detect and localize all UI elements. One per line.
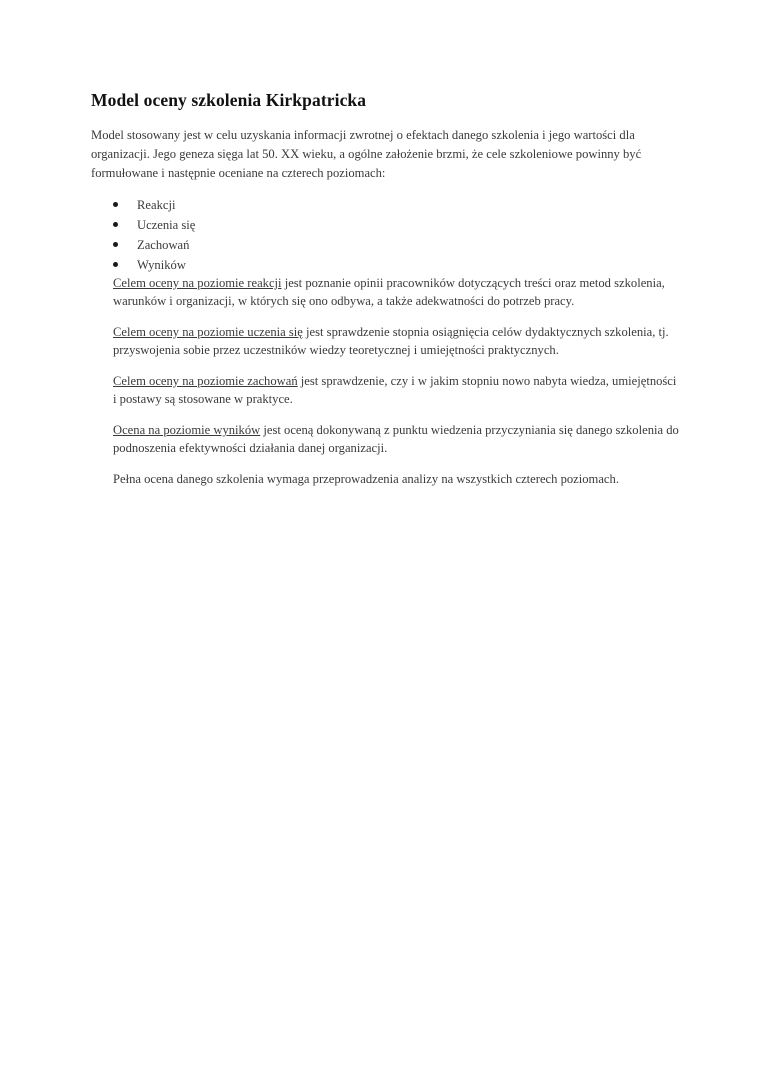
results-level-term: Ocena na poziomie wyników: [113, 423, 261, 437]
bullet-icon: [113, 202, 118, 207]
reaction-level-term: Celem oceny na poziomie reakcji: [113, 276, 282, 290]
list-item-label: Zachowań: [137, 238, 190, 252]
list-item: [113, 215, 195, 235]
list-item-label: Reakcji: [137, 198, 176, 212]
bullet-icon: [113, 262, 118, 267]
learning-level-paragraph: [113, 323, 683, 359]
behavior-level-text: jest sprawdzenie, czy i w jakim stopniu nowo nabyta wiedza, umiejętności i postawy są stosowane w praktyce.: [113, 374, 677, 406]
document-title: Model oceny szkolenia Kirkpatricka: [91, 90, 367, 110]
conclusion-text: Pełna ocena danego szkolenia wymaga przeprowadzenia analizy na wszystkich czterech poziomach.: [113, 472, 619, 486]
list-item: [113, 195, 195, 215]
reaction-level-text: jest poznanie opinii pracowników dotyczących treści oraz metod szkolenia, warunków i organizacji, w których się ono odbywa, a także adekwatności do potrzeb pracy.: [113, 276, 665, 308]
list-item: [113, 255, 195, 275]
list-item: [113, 235, 195, 255]
bullet-icon: [113, 242, 118, 247]
list-item-label: Wyników: [137, 258, 186, 272]
conclusion-paragraph: [113, 470, 683, 488]
behavior-level-term: Celem oceny na poziomie zachowań: [113, 374, 298, 388]
list-item-label: Uczenia się: [137, 218, 196, 232]
bullet-icon: [113, 222, 118, 227]
learning-level-term: Celem oceny na poziomie uczenia się: [113, 325, 303, 339]
learning-level-text: jest sprawdzenie stopnia osiągnięcia celów dydaktycznych szkolenia, tj. przyswojenia sobie przez uczestników wiedzy teoretycznej i umiejętności praktycznych.: [113, 325, 669, 357]
evaluation-levels-list: [113, 195, 195, 275]
reaction-level-paragraph: [113, 274, 683, 310]
results-level-paragraph: [113, 421, 683, 457]
behavior-level-paragraph: [113, 372, 683, 408]
intro-paragraph: Model stosowany jest w celu uzyskania informacji zwrotnej o efektach danego szkolenia i jego wartości dla organizacji. Jego geneza sięga lat 50. XX wieku, a ogólne założenie brzmi, że cele szkoleniowe powinny być formułowane i następnie oceniane na czterech poziomach:: [91, 128, 642, 180]
results-level-text: jest oceną dokonywaną z punktu wiedzenia przyczyniania się danego szkolenia do podnoszenia efektywności działania danej organizacji.: [113, 423, 679, 455]
